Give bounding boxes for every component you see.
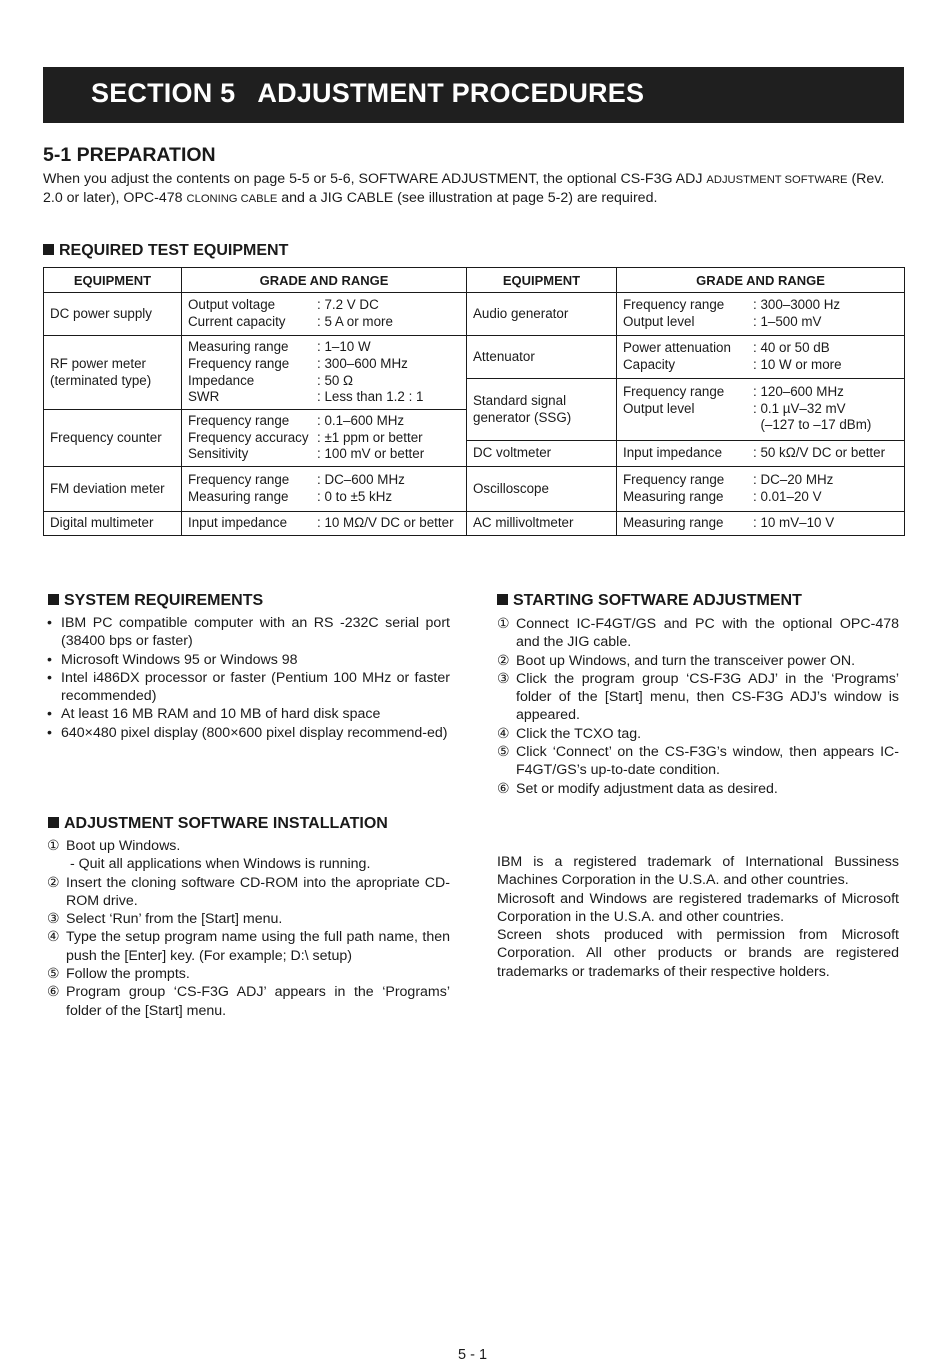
equipment-name: RF power meter (terminated type) xyxy=(44,336,182,410)
section-banner xyxy=(43,67,904,123)
install-heading-text: ADJUSTMENT SOFTWARE INSTALLATION xyxy=(64,815,388,832)
table-row xyxy=(44,293,905,336)
list-item: - Quit all applications when Windows is running. xyxy=(66,856,371,873)
list-item: • At least 16 MB RAM and 10 MB of hard disk space xyxy=(47,706,381,723)
equipment-specs: Frequency range : DC–20 MHz Measuring range : 0.01–20 V xyxy=(617,467,905,512)
equipment-name: FM deviation meter xyxy=(44,467,182,512)
intro-text-2: (Rev. 2.0 or later), OPC-478 xyxy=(43,171,885,206)
list-item: ② Boot up Windows, and turn the transceiver power ON. xyxy=(497,652,856,669)
equipment-specs: Output voltage : 7.2 V DC Current capacity : 5 A or more xyxy=(182,293,467,336)
test-equipment-table xyxy=(43,267,905,536)
equipment-specs: Frequency range : 0.1–600 MHz Frequency accuracy : ±1 ppm or better Sensitivity : 100 mV or better xyxy=(182,410,467,467)
starting-steps-list xyxy=(497,615,899,798)
trademark-notice xyxy=(497,853,899,981)
equipment-name: DC voltmeter xyxy=(467,441,617,467)
install-steps-list xyxy=(47,837,450,1020)
list-item: ① Boot up Windows. xyxy=(47,838,181,854)
col-equipment-2: EQUIPMENT xyxy=(467,268,617,293)
trademark-microsoft: Microsoft and Windows are registered trademarks of Microsoft Corporation in the U.S.A. and other countries. xyxy=(497,890,899,925)
starting-heading-text: STARTING SOFTWARE ADJUSTMENT xyxy=(513,592,802,609)
list-item: ⑥ Program group ‘CS-F3G ADJ’ appears in the ‘Programs’ folder of the [Start] menu. xyxy=(47,984,450,1019)
install-heading xyxy=(48,815,388,833)
list-item: ⑤ Click ‘Connect’ on the CS-F3G’s window, then appears IC-F4GT/GS’s up-to-date condition. xyxy=(497,744,899,779)
list-item: ④ Click the TCXO tag. xyxy=(497,725,642,742)
list-item: • 640×480 pixel display (800×600 pixel display recommend-ed) xyxy=(47,724,448,741)
intro-text-1: When you adjust the contents on page 5-5 or 5-6, SOFTWARE ADJUSTMENT, the optional CS-F3G ADJ xyxy=(43,171,707,187)
equipment-specs: Frequency range : 120–600 MHz Output level : 0.1 µV–32 mV (–127 to –17 dBm) xyxy=(617,379,905,441)
equipment-name: Oscilloscope xyxy=(467,467,617,512)
preparation-intro xyxy=(43,170,905,208)
square-bullet-icon xyxy=(43,244,54,255)
list-item: ② Insert the cloning software CD-ROM into the apropriate CD-ROM drive. xyxy=(47,874,450,909)
list-item: ③ Click the program group ‘CS-F3G ADJ’ in the ‘Programs’ folder of the [Start] menu, then CS-F3G ADJ’s window is appeared. xyxy=(497,670,899,724)
list-item: ⑥ Set or modify adjustment data as desired. xyxy=(497,780,778,797)
intro-text-3: and a JIG CABLE (see illustration at page 5-2) are required. xyxy=(277,190,658,206)
col-grade: GRADE AND RANGE xyxy=(182,268,467,293)
list-item: • Microsoft Windows 95 or Windows 98 xyxy=(47,651,298,668)
equipment-heading-text: REQUIRED TEST EQUIPMENT xyxy=(59,242,289,259)
trademark-ibm: IBM is a registered trademark of International Bussiness Machines Corporation in the U.S.A. and other countries. xyxy=(497,854,899,889)
col-grade-2: GRADE AND RANGE xyxy=(617,268,905,293)
equipment-specs: Measuring range : 1–10 W Frequency range : 300–600 MHz Impedance : 50 Ω SWR : Less than 1.2 : 1 xyxy=(182,336,467,410)
table-row xyxy=(44,336,905,379)
preparation-heading: 5-1 PREPARATION xyxy=(43,144,216,166)
equipment-name: Audio generator xyxy=(467,293,617,336)
equipment-specs: Power attenuation : 40 or 50 dB Capacity : 10 W or more xyxy=(617,336,905,379)
system-requirements-list xyxy=(47,614,450,742)
equipment-name: Digital multimeter xyxy=(44,512,182,536)
table-header-row xyxy=(44,268,905,293)
list-item: ④ Type the setup program name using the full path name, then push the [Enter] key. (For example; D:\ setup) xyxy=(47,929,450,964)
section-title: SECTION 5 ADJUSTMENT PROCEDURES xyxy=(91,78,645,108)
intro-smallcaps-1: ADJUSTMENT SOFTWARE xyxy=(706,174,848,186)
table-row xyxy=(44,512,905,536)
col-equipment: EQUIPMENT xyxy=(44,268,182,293)
page-number: 5 - 1 xyxy=(458,1347,488,1363)
equipment-specs: Input impedance : 50 kΩ/V DC or better xyxy=(617,441,905,467)
square-bullet-icon xyxy=(48,594,59,605)
equipment-name: DC power supply xyxy=(44,293,182,336)
square-bullet-icon xyxy=(497,594,508,605)
list-item: ⑤ Follow the prompts. xyxy=(47,966,190,983)
system-heading-text: SYSTEM REQUIREMENTS xyxy=(64,592,264,609)
trademark-screenshots: Screen shots produced with permission from Microsoft Corporation. All other products or brands are registered trademarks or trademarks of their respective holders. xyxy=(497,927,899,980)
equipment-specs: Frequency range : 300–3000 Hz Output level : 1–500 mV xyxy=(617,293,905,336)
equipment-heading xyxy=(43,242,288,260)
equipment-specs: Frequency range : DC–600 MHz Measuring range : 0 to ±5 kHz xyxy=(182,467,467,512)
square-bullet-icon xyxy=(48,817,59,828)
system-heading xyxy=(48,592,263,610)
equipment-name: Standard signal generator (SSG) xyxy=(467,379,617,441)
table-row xyxy=(44,467,905,512)
list-item: ① Connect IC-F4GT/GS and PC with the optional OPC-478 and the JIG cable. xyxy=(497,616,899,651)
list-item: ③ Select ‘Run’ from the [Start] menu. xyxy=(47,911,283,928)
equipment-name: Attenuator xyxy=(467,336,617,379)
intro-smallcaps-2: CLONING CABLE xyxy=(186,193,278,205)
list-item: • Intel i486DX processor or faster (Pentium 100 MHz or faster recommended) xyxy=(47,669,450,705)
equipment-specs: Input impedance : 10 MΩ/V DC or better xyxy=(182,512,467,536)
equipment-name: AC millivoltmeter xyxy=(467,512,617,536)
list-item: • IBM PC compatible computer with an RS -232C serial port (38400 bps or faster) xyxy=(47,615,450,650)
equipment-name: Frequency counter xyxy=(44,410,182,467)
starting-heading xyxy=(497,592,802,610)
equipment-specs: Measuring range : 10 mV–10 V xyxy=(617,512,905,536)
